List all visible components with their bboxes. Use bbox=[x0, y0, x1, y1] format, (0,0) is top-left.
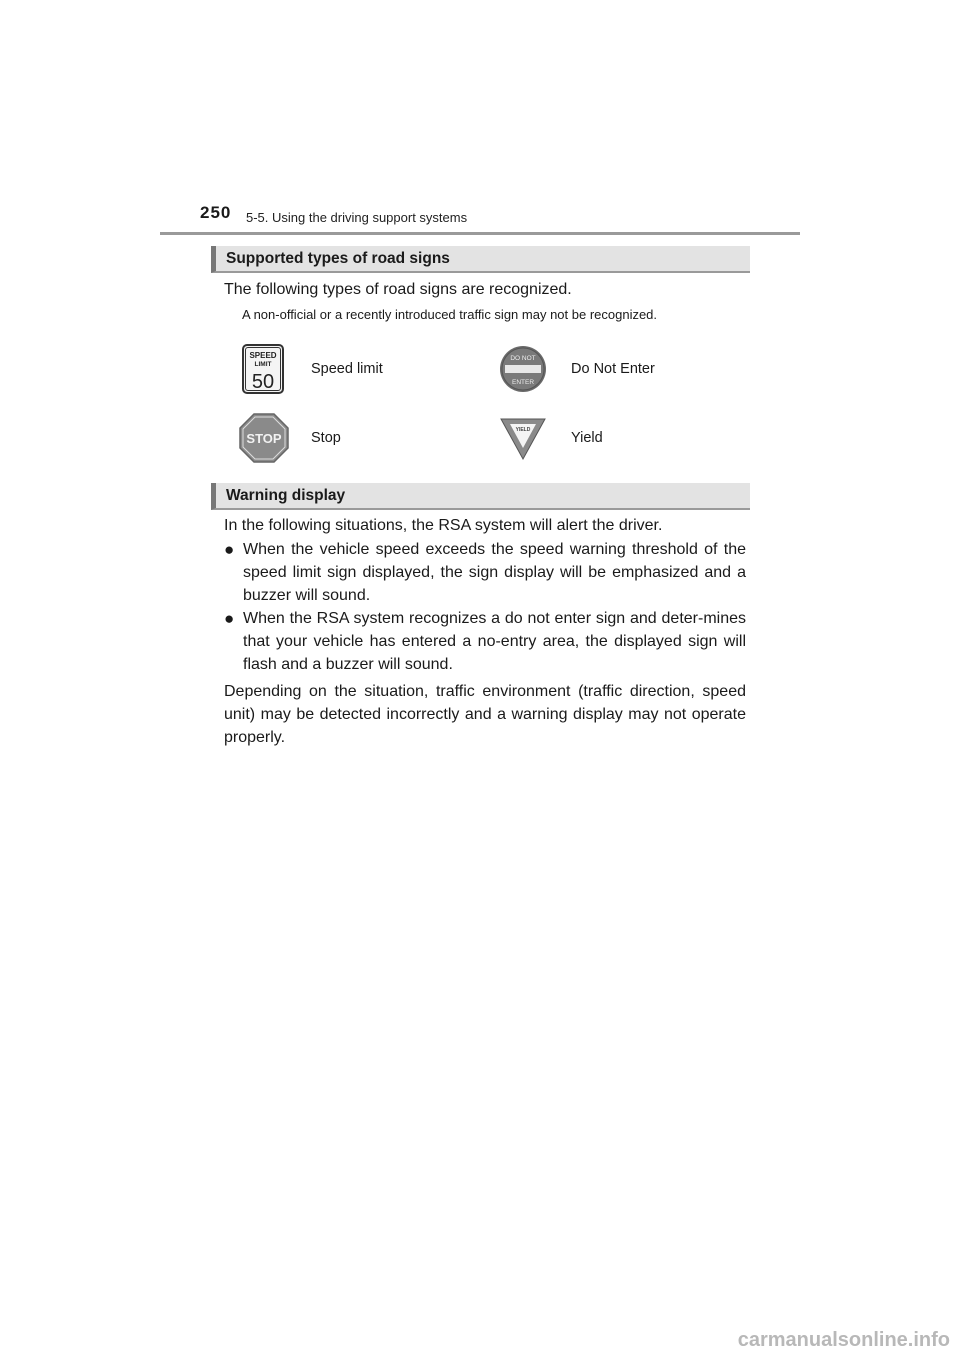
stop-sign-text: STOP bbox=[246, 431, 282, 446]
yield-sign-icon bbox=[500, 418, 546, 460]
warning-closing-paragraph: Depending on the situation, traffic environment (traffic direction, speed unit) may be detected incorrectly and a warning display may not operate properly. bbox=[224, 683, 746, 746]
dne-sign-text-top: DO NOT bbox=[510, 355, 536, 362]
bullet-dot-icon: ● bbox=[224, 609, 235, 628]
do-not-enter-sign-icon bbox=[499, 345, 547, 393]
section-heading-warning-display: Warning display bbox=[211, 483, 750, 510]
warning-intro: In the following situations, the RSA system will alert the driver. bbox=[224, 517, 663, 534]
header-rule bbox=[160, 232, 800, 235]
speed-sign-text-top: SPEED bbox=[249, 351, 277, 360]
warning-bullet-text: When the RSA system recognizes a do not enter sign and deter-mines that your vehicle has entered a no-entry area, the displayed sign will flash and a buzzer will sound. bbox=[243, 610, 746, 673]
road-signs-note: A non-official or a recently introduced traffic sign may not be recognized. bbox=[242, 307, 658, 322]
warning-bullet-1 bbox=[224, 538, 746, 607]
stop-sign-icon bbox=[239, 413, 289, 463]
bullet-dot-icon: ● bbox=[224, 540, 235, 559]
yield-sign-text: YIELD bbox=[515, 427, 531, 433]
dne-sign-text-bottom: ENTER bbox=[511, 379, 535, 386]
watermark: carmanualsonline.info bbox=[737, 1329, 950, 1351]
speed-sign-number: 50 bbox=[251, 371, 275, 393]
sign-label-do-not-enter: Do Not Enter bbox=[571, 361, 655, 377]
speed-sign-text-mid: LIMIT bbox=[254, 361, 272, 368]
sign-label-stop: Stop bbox=[311, 430, 341, 446]
speed-limit-sign-icon bbox=[242, 344, 284, 394]
sign-label-yield: Yield bbox=[571, 430, 603, 446]
warning-bullet-2 bbox=[224, 607, 746, 676]
page-number: 250 bbox=[200, 203, 232, 222]
sign-label-speed-limit: Speed limit bbox=[311, 361, 383, 377]
warning-bullet-text: When the vehicle speed exceeds the speed warning threshold of the speed limit sign displayed, the sign display will be emphasized and a buzzer will sound. bbox=[243, 541, 746, 604]
road-signs-intro: The following types of road signs are recognized. bbox=[224, 281, 572, 298]
running-head: 5-5. Using the driving support systems bbox=[246, 210, 468, 225]
section-heading-road-signs: Supported types of road signs bbox=[211, 246, 750, 273]
